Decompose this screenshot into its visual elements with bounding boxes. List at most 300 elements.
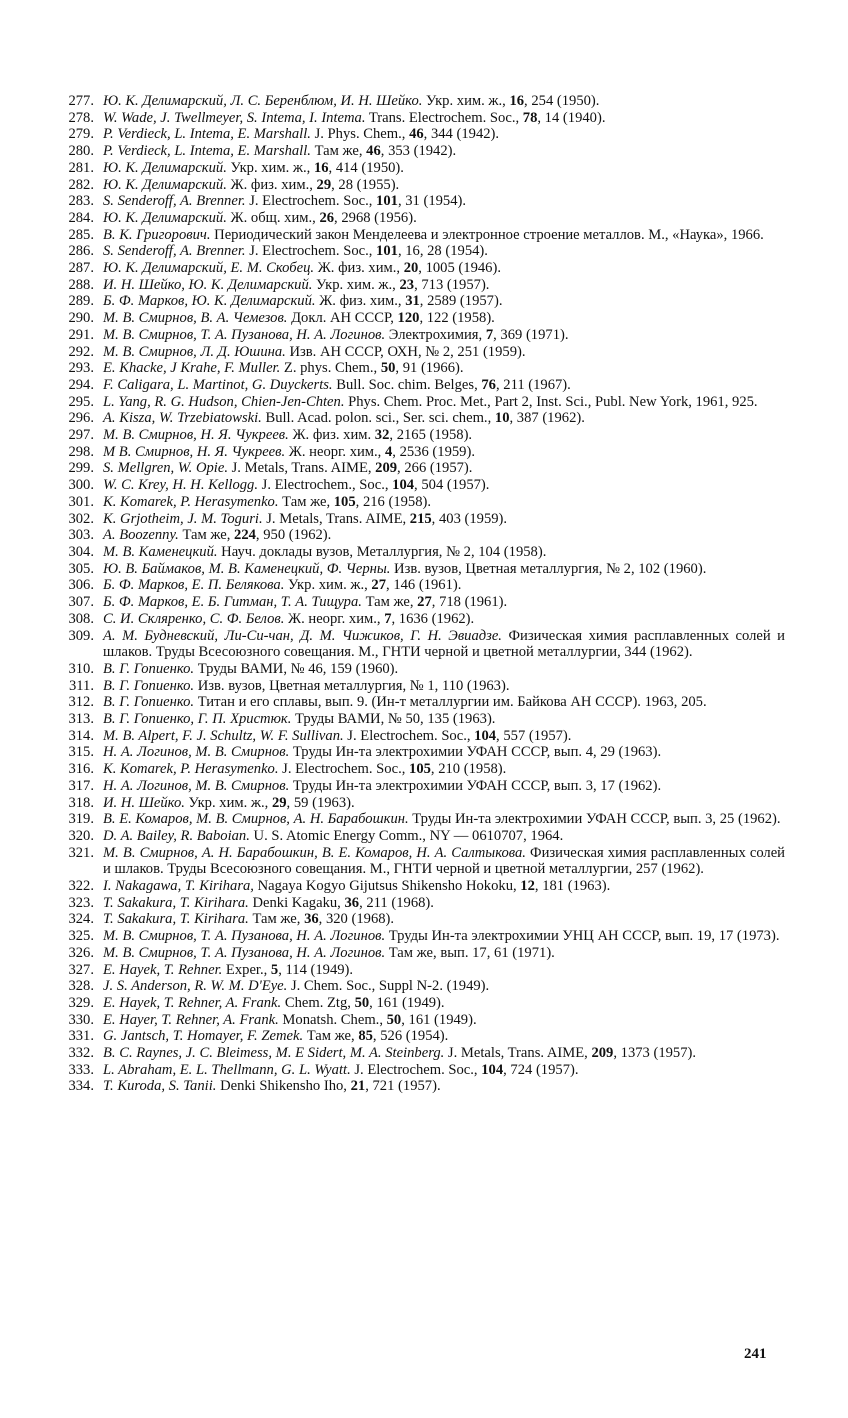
reference-text: , 713 (1957). (414, 276, 490, 293)
reference-authors: W. Wade, J. Twellmeyer, S. Intema, I. Intema. (103, 109, 366, 126)
reference-entry (48, 594, 785, 611)
reference-text: Труды Ин-та электрохимии УФАН СССР, вып. 3, 25 (1962). (408, 811, 781, 828)
reference-number: 313. (68, 711, 94, 728)
reference-authors: В. Е. Комаров, М. В. Смирнов, А. Н. Барабошкин. (103, 811, 409, 828)
reference-authors: М В. Смирнов, Н. Я. Чукреев. (103, 443, 286, 460)
reference-authors: L. Abraham, E. L. Thellmann, G. L. Wyatt. (103, 1061, 351, 1078)
reference-number: 316. (68, 761, 94, 778)
reference-volume: 215 (409, 510, 432, 527)
reference-authors: S. Senderoff, A. Brenner. (103, 193, 246, 210)
reference-text: , 718 (1961). (431, 594, 508, 611)
reference-text: J. Electrochem. Soc., (343, 727, 475, 744)
reference-authors: E. Hayek, T. Rehner, A. Frank. (103, 994, 282, 1011)
reference-text: , 344 (1942). (423, 126, 500, 143)
reference-number: 297. (68, 427, 94, 444)
reference-text: J. Metals, Trans. AIME, (262, 510, 410, 527)
reference-text: J. Electrochem. Soc., (278, 761, 410, 778)
reference-text: J. Electrochem. Soc., (245, 193, 377, 210)
reference-text: , 526 (1954). (372, 1028, 449, 1045)
reference-authors: L. Yang, R. G. Hudson, Chien-Jen-Chten. (103, 393, 345, 410)
reference-text: Труды Ин-та электрохимии УФАН СССР, вып. 4, 29 (1963). (289, 744, 662, 761)
reference-volume: 120 (397, 310, 420, 327)
reference-number: 295. (68, 393, 94, 410)
reference-text: , 28 (1955). (331, 176, 400, 193)
reference-entry (48, 811, 785, 828)
reference-text: Denki Kagaku, (248, 894, 345, 911)
reference-text: Титан и его сплавы, вып. 9. (Ин-т металлургии им. Байкова АН СССР). 1963, 205. (194, 694, 707, 711)
reference-authors: И. Н. Шейко, Ю. К. Делимарский. (103, 276, 313, 293)
reference-entry (48, 210, 785, 227)
reference-authors: S. Mellgren, W. Opie. (103, 460, 228, 477)
reference-number: 303. (68, 527, 94, 544)
reference-text: , 146 (1961). (386, 577, 462, 594)
reference-number: 331. (68, 1028, 94, 1045)
reference-number: 293. (68, 360, 94, 377)
reference-authors: A. Kisza, W. Trzebiatowski. (103, 410, 262, 427)
reference-text: Укр. хим. ж., (226, 159, 314, 176)
reference-entry (48, 527, 785, 544)
reference-text: , 14 (1940). (537, 109, 606, 126)
reference-authors: A. Boozenny. (103, 527, 179, 544)
reference-text: Z. phys. Chem., (280, 360, 381, 377)
reference-entry (48, 828, 785, 845)
reference-entry (48, 460, 785, 477)
reference-text: Укр. хим. ж., (312, 276, 400, 293)
reference-text: , 2536 (1959). (392, 443, 475, 460)
reference-authors: Ю. В. Баймаков, М. В. Каменецкий, Ф. Черны. (103, 560, 391, 577)
reference-entry (48, 995, 785, 1012)
reference-authors: K. Komarek, P. Herasymenko. (103, 493, 279, 510)
reference-entry (48, 494, 785, 511)
reference-entry (48, 277, 785, 294)
reference-text: J. Chem. Soc., Suppl N-2. (1949). (287, 978, 490, 995)
reference-text: Ж. неорг. хим., (285, 443, 385, 460)
reference-text: , 721 (1957). (365, 1078, 441, 1095)
reference-authors: В. Г. Гопиенко. (103, 660, 195, 677)
reference-text: , 353 (1942). (380, 143, 457, 160)
reference-number: 311. (69, 677, 94, 694)
reference-text: Bull. Soc. chim. Belges, (332, 376, 482, 393)
reference-number: 302. (68, 510, 94, 527)
reference-number: 285. (68, 226, 94, 243)
reference-entry (48, 293, 785, 310)
reference-authors: В. Г. Гопиенко. (103, 694, 195, 711)
reference-authors: T. Sakakura, T. Kirihara. (103, 894, 249, 911)
reference-volume: 85 (358, 1028, 373, 1045)
reference-text: Denki Shikensho Iho, (216, 1078, 351, 1095)
reference-number: 277. (68, 93, 94, 109)
reference-authors: M. B. Alpert, F. J. Schultz, W. F. Sullivan. (103, 727, 344, 744)
reference-entry (48, 310, 785, 327)
reference-entry (48, 945, 785, 962)
reference-text: Trans. Electrochem. Soc., (365, 109, 523, 126)
reference-entry (48, 1062, 785, 1079)
reference-number: 328. (68, 978, 94, 995)
reference-entry (48, 177, 785, 194)
reference-volume: 26 (319, 209, 335, 226)
reference-text: , 504 (1957). (414, 477, 490, 494)
reference-volume: 46 (409, 126, 424, 143)
reference-entry (48, 143, 785, 160)
reference-authors: И. Н. Шейко. (103, 794, 185, 811)
reference-number: 280. (68, 143, 94, 160)
reference-volume: 12 (520, 878, 535, 895)
reference-authors: E. Hayek, T. Rehner. (103, 961, 223, 978)
reference-text: Chem. Ztg, (281, 994, 355, 1011)
reference-text: , 211 (1967). (495, 376, 571, 393)
reference-text: Там же, (278, 493, 334, 510)
reference-authors: Ю. К. Делимарский, Е. М. Скобец. (103, 260, 315, 277)
reference-number: 306. (68, 577, 94, 594)
reference-text: , 387 (1962). (509, 410, 585, 427)
reference-authors: М. В. Смирнов, В. А. Чемезов. (103, 310, 288, 327)
reference-text: J. Metals, Trans. AIME, (444, 1045, 592, 1062)
reference-volume: 104 (474, 727, 497, 744)
reference-text: , 114 (1949). (278, 961, 354, 978)
reference-volume: 36 (344, 894, 360, 911)
reference-text: Phys. Chem. Proc. Met., Part 2, Inst. Sci., Publ. New York, 1961, 925. (344, 393, 758, 410)
reference-entry (48, 561, 785, 578)
reference-authors: S. Senderoff, A. Brenner. (103, 243, 246, 260)
reference-text: Там же, (248, 911, 305, 928)
reference-authors: Н. А. Логинов, М. В. Смирнов. (103, 777, 290, 794)
reference-authors: М. В. Смирнов, Т. А. Пузанова, Н. А. Логинов. (103, 326, 386, 343)
reference-text: Изв. вузов, Цветная металлургия, № 1, 110 (1963). (194, 677, 510, 694)
reference-number: 296. (68, 410, 94, 427)
reference-authors: T. Sakakura, T. Kirihara. (103, 911, 249, 928)
reference-volume: 50 (386, 1011, 402, 1028)
reference-number: 319. (68, 811, 94, 828)
reference-number: 323. (68, 894, 94, 911)
reference-entry (48, 227, 785, 244)
reference-number: 278. (68, 109, 94, 126)
reference-number: 294. (68, 376, 94, 393)
reference-text: , 1373 (1957). (613, 1045, 697, 1062)
reference-entry (48, 577, 785, 594)
reference-entry (48, 661, 785, 678)
reference-entry (48, 928, 785, 945)
reference-text: J. Phys. Chem., (310, 126, 410, 143)
reference-number: 304. (68, 543, 94, 560)
reference-text: , 161 (1949). (401, 1011, 477, 1028)
reference-number: 318. (68, 794, 94, 811)
reference-entry (48, 845, 785, 878)
reference-number: 307. (68, 594, 94, 611)
reference-text: , 254 (1950). (524, 93, 600, 109)
reference-text: Nagaya Kogyo Gijutsus Shikensho Hokoku, (253, 878, 521, 895)
reference-entry (48, 728, 785, 745)
reference-entry (48, 1012, 785, 1029)
reference-authors: В. К. Григорович. (103, 226, 211, 243)
reference-text: , 161 (1949). (369, 994, 445, 1011)
reference-volume: 27 (371, 577, 387, 594)
reference-text: , 211 (1968). (359, 894, 434, 911)
reference-entry (48, 360, 785, 377)
reference-authors: М. В. Смирнов, Н. Я. Чукреев. (103, 427, 289, 444)
reference-text: Изв. вузов, Цветная металлургия, № 2, 102 (1960). (390, 560, 707, 577)
reference-number: 314. (68, 727, 94, 744)
reference-text: , 2968 (1956). (334, 209, 417, 226)
reference-authors: Б. Ф. Марков, Ю. К. Делимарский. (103, 293, 316, 310)
reference-authors: E. Hayer, T. Rehner, A. Frank. (103, 1011, 279, 1028)
reference-entry (48, 1045, 785, 1062)
reference-text: Exper., (222, 961, 271, 978)
reference-entry (48, 444, 785, 461)
reference-text: Ж. физ. хим., (226, 176, 317, 193)
reference-volume: 101 (376, 193, 398, 210)
reference-entry (48, 1028, 785, 1045)
reference-number: 309. (68, 627, 94, 644)
reference-entry (48, 410, 785, 427)
reference-authors: P. Verdieck, L. Intema, E. Marshall. (103, 143, 311, 160)
reference-volume: 101 (376, 243, 398, 260)
reference-authors: D. A. Bailey, R. Baboian. (103, 827, 250, 844)
reference-volume: 29 (316, 176, 332, 193)
reference-text: Там же, (310, 143, 367, 160)
reference-authors: А. М. Будневский, Ли-Си-чан, Д. М. Чижиков, Г. Н. Эвиадзе. (103, 627, 502, 644)
reference-text: J. Electrochem. Soc., (350, 1061, 482, 1078)
reference-volume: 29 (271, 794, 287, 811)
reference-volume: 10 (494, 410, 510, 427)
reference-text: , 1005 (1946). (418, 260, 501, 277)
reference-number: 332. (68, 1045, 94, 1062)
reference-entry (48, 962, 785, 979)
reference-authors: P. Verdieck, L. Intema, E. Marshall. (103, 126, 311, 143)
reference-number: 317. (68, 777, 94, 794)
reference-number: 300. (68, 477, 94, 494)
reference-text: , 266 (1957). (397, 460, 473, 477)
reference-volume: 50 (380, 360, 396, 377)
reference-text: Докл. АН СССР, (287, 310, 398, 327)
reference-number: 333. (68, 1061, 94, 1078)
reference-authors: B. C. Raynes, J. C. Bleimess, M. E Sidert, M. A. Steinberg. (103, 1045, 445, 1062)
reference-authors: G. Jantsch, T. Homayer, F. Zemek. (103, 1028, 304, 1045)
reference-number: 324. (68, 911, 94, 928)
reference-text: Ж. физ. хим., (315, 293, 406, 310)
reference-authors: J. S. Anderson, R. W. M. D'Eye. (103, 978, 288, 995)
reference-authors: K. Komarek, P. Herasymenko. (103, 761, 279, 778)
reference-volume: 224 (234, 527, 256, 544)
reference-number: 327. (68, 961, 94, 978)
reference-text: J. Electrochem., Soc., (258, 477, 393, 494)
reference-volume: 104 (481, 1061, 504, 1078)
reference-number: 292. (68, 343, 94, 360)
reference-authors: T. Kuroda, S. Tanii. (103, 1078, 217, 1095)
reference-entry (48, 611, 785, 628)
reference-text: , 403 (1959). (431, 510, 508, 527)
reference-volume: 36 (304, 911, 319, 928)
reference-volume: 105 (409, 761, 431, 778)
reference-authors: F. Caligara, L. Martinot, G. Duyckerts. (103, 376, 333, 393)
reference-text: , 122 (1958). (419, 310, 495, 327)
reference-entry (48, 694, 785, 711)
reference-text: , 724 (1957). (503, 1061, 579, 1078)
reference-text: Ж. неорг. хим., (284, 610, 385, 627)
reference-number: 305. (68, 560, 94, 577)
reference-authors: E. Khacke, J Krahe, F. Muller. (103, 360, 281, 377)
reference-text: J. Electrochem. Soc., (245, 243, 377, 260)
reference-number: 315. (68, 744, 94, 761)
reference-text: Труды ВАМИ, № 46, 159 (1960). (194, 660, 399, 677)
reference-volume: 105 (333, 493, 356, 510)
reference-number: 325. (68, 928, 94, 945)
reference-number: 330. (68, 1011, 94, 1028)
reference-text: Ж. физ. хим. (288, 427, 375, 444)
reference-number: 288. (68, 276, 94, 293)
reference-list (48, 93, 785, 1095)
reference-volume: 5 (270, 961, 279, 978)
reference-text: Укр. хим. ж., (422, 93, 510, 109)
reference-text: , 2165 (1958). (389, 427, 473, 444)
reference-text: Там же, вып. 17, 61 (1971). (385, 944, 555, 961)
reference-text: Науч. доклады вузов, Металлургия, № 2, 104 (1958). (217, 543, 547, 560)
reference-authors: С. И. Скляренко, С. Ф. Белов. (103, 610, 285, 627)
reference-number: 283. (68, 193, 94, 210)
reference-text: , 91 (1966). (395, 360, 464, 377)
reference-entry (48, 511, 785, 528)
reference-text: Физическая химия расплавленных солей и шлаков. Труды Всесоюзного совещания. М., ГНТИ черной и цветной металлургии, 344 (1962). (103, 627, 785, 661)
reference-entry (48, 744, 785, 761)
reference-entry (48, 243, 785, 260)
reference-volume: 7 (384, 610, 392, 627)
reference-text: Ж. физ. хим., (314, 260, 404, 277)
page-number: 241 (744, 1346, 767, 1362)
reference-text: U. S. Atomic Energy Comm., NY — 0610707, 1964. (249, 827, 564, 844)
reference-volume: 104 (392, 477, 415, 494)
reference-authors: Ю. К. Делимарский. (103, 176, 227, 193)
reference-text: , 59 (1963). (286, 794, 355, 811)
reference-text: Ж. общ. хим., (226, 209, 320, 226)
reference-volume: 209 (375, 460, 398, 477)
reference-text: Там же, (303, 1028, 359, 1045)
reference-entry (48, 377, 785, 394)
reference-entry (48, 260, 785, 277)
reference-authors: М. В. Смирнов, Т. А. Пузанова, Н. А. Логинов. (103, 944, 386, 961)
reference-volume: 7 (485, 326, 494, 343)
reference-text: Укр. хим. ж., (184, 794, 272, 811)
reference-text: J. Metals, Trans. AIME, (227, 460, 376, 477)
reference-text: , 181 (1963). (534, 878, 611, 895)
reference-authors: М. В. Смирнов, Т. А. Пузанова, Н. А. Логинов. (103, 928, 386, 945)
reference-number: 284. (68, 209, 94, 226)
reference-authors: М. В. Смирнов, Л. Д. Юшина. (103, 343, 286, 360)
reference-volume: 31 (405, 293, 420, 310)
reference-authors: Ю. К. Делимарский. (103, 209, 227, 226)
reference-entry (48, 895, 785, 912)
reference-number: 334. (68, 1078, 94, 1095)
reference-authors: В. Г. Гопиенко, Г. П. Христюк. (103, 711, 292, 728)
reference-text: Физическая химия расплавленных солей и шлаков. Труды Всесоюзного совещания. М., ГНТИ черной и цветной металлургии, 257 (1962). (103, 844, 785, 878)
reference-volume: 76 (481, 376, 496, 393)
reference-authors: I. Nakagawa, T. Kirihara, (103, 878, 254, 895)
reference-text: , 369 (1971). (493, 326, 569, 343)
reference-entry (48, 911, 785, 928)
reference-text: Труды Ин-та электрохимии УНЦ АН СССР, вып. 19, 17 (1973). (385, 928, 780, 945)
reference-entry (48, 544, 785, 561)
reference-number: 312. (68, 694, 94, 711)
reference-entry (48, 778, 785, 795)
reference-entry (48, 327, 785, 344)
reference-text: Monatsh. Chem., (278, 1011, 387, 1028)
reference-authors: Б. Ф. Марков, Е. Б. Гитман, Т. А. Тищура. (103, 594, 362, 611)
reference-text: , 216 (1958). (355, 493, 432, 510)
reference-text: , 210 (1958). (430, 761, 507, 778)
reference-entry (48, 878, 785, 895)
reference-entry (48, 126, 785, 143)
reference-text: , 414 (1950). (328, 159, 404, 176)
reference-volume: 16 (313, 159, 329, 176)
reference-volume: 23 (399, 276, 415, 293)
reference-entry (48, 711, 785, 728)
reference-entry (48, 93, 785, 110)
reference-text: Укр. хим. ж., (284, 577, 372, 594)
reference-number: 279. (68, 126, 94, 143)
reference-text: Bull. Acad. polon. sci., Ser. sci. chem., (261, 410, 495, 427)
reference-volume: 32 (374, 427, 390, 444)
reference-text: , 31 (1954). (397, 193, 467, 210)
reference-text: Там же, (361, 594, 418, 611)
reference-entry (48, 193, 785, 210)
reference-volume: 20 (403, 260, 419, 277)
reference-number: 301. (68, 493, 94, 510)
reference-entry (48, 394, 785, 411)
reference-number: 290. (68, 310, 94, 327)
reference-entry (48, 761, 785, 778)
reference-number: 322. (68, 878, 94, 895)
reference-entry (48, 427, 785, 444)
reference-number: 282. (68, 176, 94, 193)
reference-entry (48, 678, 785, 695)
reference-volume: 4 (384, 443, 393, 460)
reference-entry (48, 978, 785, 995)
reference-text: Там же, (178, 527, 235, 544)
reference-text: Труды ВАМИ, № 50, 135 (1963). (291, 711, 496, 728)
reference-authors: М. В. Смирнов, А. Н. Барабошкин, В. Е. Комаров, Н. А. Салтыкова. (103, 844, 526, 861)
reference-authors: Ю. К. Делимарский, Л. С. Беренблюм, И. Н. Шейко. (103, 93, 423, 109)
reference-number: 299. (68, 460, 94, 477)
reference-authors: W. C. Krey, H. H. Kellogg. (103, 477, 258, 494)
reference-authors: Б. Ф. Марков, Е. П. Белякова. (103, 577, 285, 594)
reference-authors: Н. А. Логинов, М. В. Смирнов. (103, 744, 290, 761)
reference-number: 291. (68, 326, 94, 343)
reference-number: 321. (68, 844, 94, 861)
reference-text: Труды Ин-та электрохимии УФАН СССР, вып. 3, 17 (1962). (289, 777, 662, 794)
reference-volume: 21 (350, 1078, 366, 1095)
reference-number: 310. (68, 660, 94, 677)
reference-volume: 16 (509, 93, 525, 109)
reference-volume: 209 (591, 1045, 614, 1062)
reference-number: 320. (68, 827, 94, 844)
reference-number: 286. (68, 243, 94, 260)
reference-entry (48, 344, 785, 361)
reference-entry (48, 795, 785, 812)
reference-text: Электрохимия, (385, 326, 486, 343)
reference-volume: 46 (366, 143, 381, 160)
reference-volume: 27 (417, 594, 432, 611)
reference-volume: 78 (522, 109, 538, 126)
reference-text: , 1636 (1962). (391, 610, 475, 627)
reference-text: , 557 (1957). (496, 727, 572, 744)
reference-text: Изв. АН СССР, ОХН, № 2, 251 (1959). (285, 343, 526, 360)
reference-number: 287. (68, 260, 94, 277)
reference-entry (48, 477, 785, 494)
reference-number: 326. (68, 944, 94, 961)
reference-number: 289. (68, 293, 94, 310)
reference-entry (48, 1078, 785, 1095)
reference-entry (48, 160, 785, 177)
reference-authors: М. В. Каменецкий. (103, 543, 218, 560)
reference-authors: K. Grjotheim, J. M. Toguri. (103, 510, 263, 527)
